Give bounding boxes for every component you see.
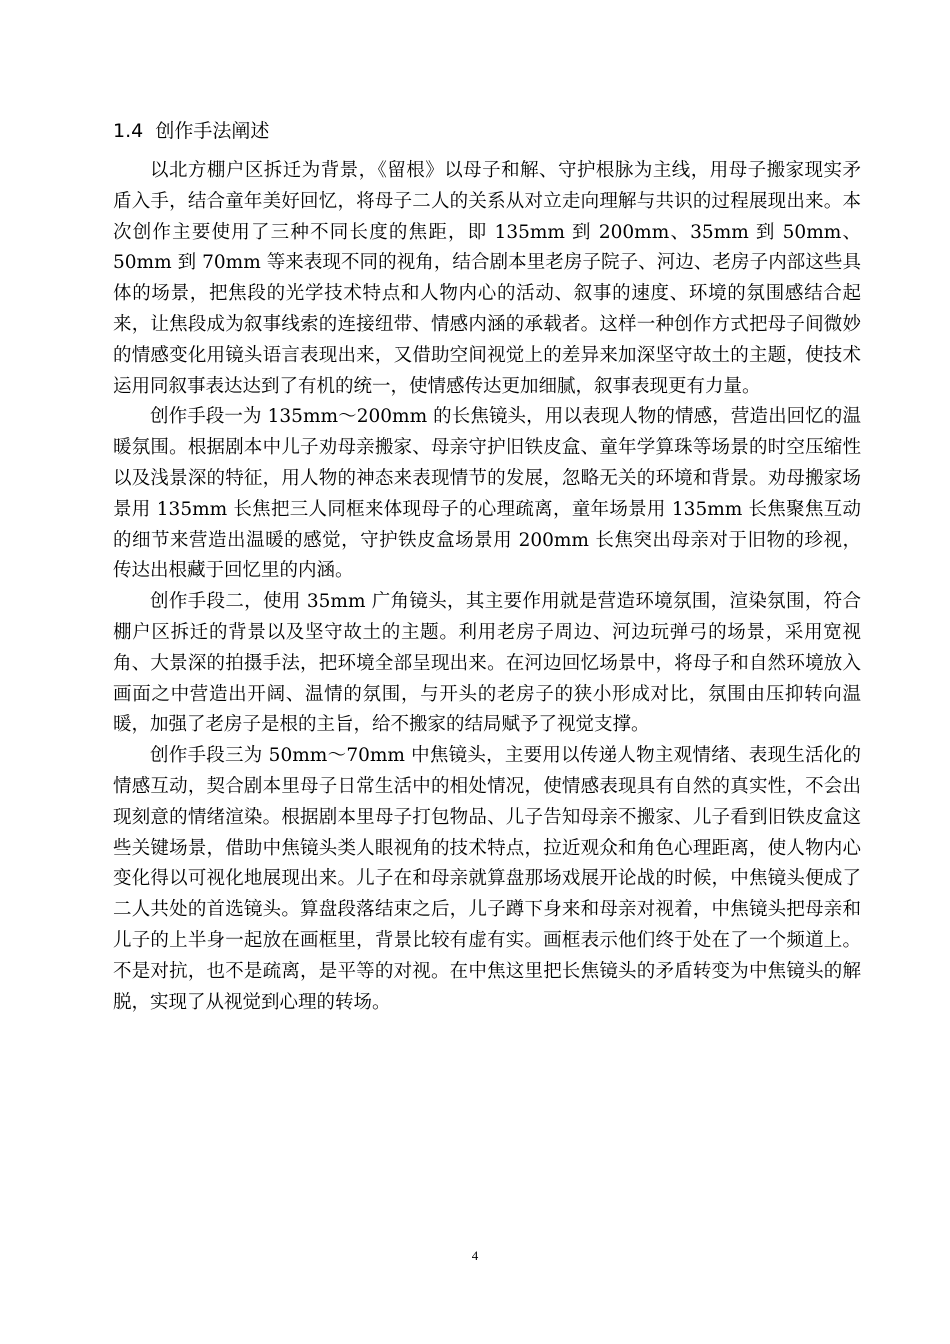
paragraph-intro: 以北方棚户区拆迁为背景，《留根》以母子和解、守护根脉为主线，用母子搬家现实矛盾入手，结合童年美好回忆，将母子二人的关系从对立走向理解与共识的过程展现出来。本次创作主要使用了三种不同长度的焦距，即 135mm 到 200mm、35mm 到 50mm、50mm 到 70mm 等来表现不同的视角，结合剧本里老房子院子、河边、老房子内部这些具体的场景，把焦段的光学技术特点和人物内心的活动、叙事的速度、环境的氛围感结合起来，让焦段成为叙事线索的连接纽带、情感内涵的承载者。这样一种创作方式把母子间微妙的情感变化用镜头语言表现出来，又借助空间视觉上的差异来加深坚守故土的主题，使技术运用同叙事表达达到了有机的统一，使情感传达更加细腻，叙事表现更有力量。 (113, 160, 861, 397)
section-title: 创作手法阐述 (155, 120, 270, 142)
paragraph-wide-angle: 创作手段二，使用 35mm 广角镜头，其主要作用就是营造环境氛围，渲染氛围，符合棚户区拆迁的背景以及坚守故土的主题。利用老房子周边、河边玩弹弓的场景，采用宽视角、大景深的拍摄手法，把环境全部呈现出来。在河边回忆场景中，将母子和自然环境放入画面之中营造出开阔、温情的氛围，与开头的老房子的狭小形成对比，氛围由压抑转向温暖，加强了老房子是根的主旨，给不搬家的结局赋予了视觉支撑。 (113, 591, 861, 736)
body-text (113, 156, 861, 1018)
page-number: 4 (471, 1248, 479, 1263)
paragraph-telephoto: 创作手段一为 135mm～200mm 的长焦镜头，用以表现人物的情感，营造出回忆的温暖氛围。根据剧本中儿子劝母亲搬家、母亲守护旧铁皮盒、童年学算珠等场景的时空压缩性以及浅景深的特征，用人物的神态来表现情节的发展，忽略无关的环境和背景。劝母搬家场景用 135mm 长焦把三人同框来体现母子的心理疏离，童年场景用 135mm 长焦聚焦互动的细节来营造出温暖的感觉，守护铁皮盒场景用 200mm 长焦突出母亲对于旧物的珍视，传达出根藏于回忆里的内涵。 (113, 406, 861, 582)
section-heading (113, 116, 269, 146)
section-number: 1.4 (113, 120, 144, 142)
paragraph-medium-focal: 创作手段三为 50mm～70mm 中焦镜头，主要用以传递人物主观情绪、表现生活化的情感互动，契合剧本里母子日常生活中的相处情况，使情感表现具有自然的真实性，不会出现刻意的情绪渲染。根据剧本里母子打包物品、儿子告知母亲不搬家、儿子看到旧铁皮盒这些关键场景，借助中焦镜头类人眼视角的技术特点，拉近观众和角色心理距离，使人物内心变化得以可视化地展现出来。儿子在和母亲就算盘那场戏展开论战的时候，中焦镜头便成了二人共处的首选镜头。算盘段落结束之后，儿子蹲下身来和母亲对视着，中焦镜头把母亲和儿子的上半身一起放在画框里，背景比较有虚有实。画框表示他们终于处在了一个频道上。不是对抗，也不是疏离，是平等的对视。在中焦这里把长焦镜头的矛盾转变为中焦镜头的解脱，实现了从视觉到心理的转场。 (113, 745, 861, 1013)
